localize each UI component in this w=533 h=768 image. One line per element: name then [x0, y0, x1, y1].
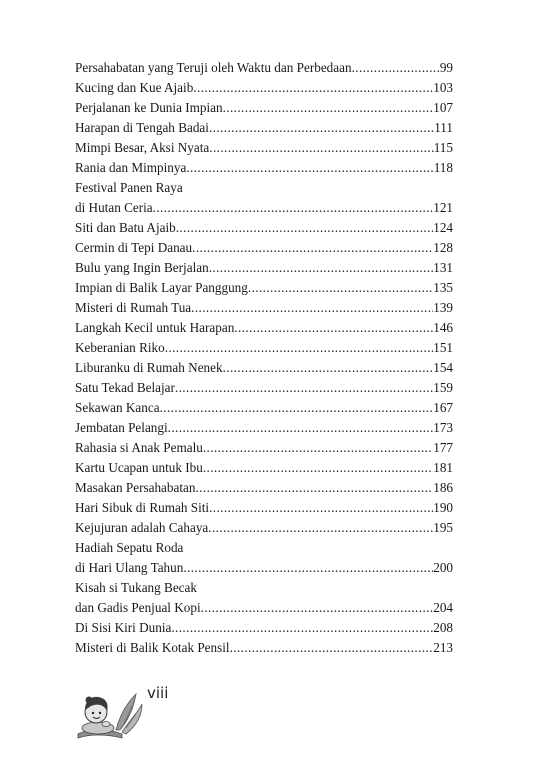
toc-entry-row — [75, 158, 453, 178]
toc-entry-row — [75, 478, 453, 498]
toc-entry-row — [75, 258, 453, 278]
toc-entry-title-line1: Kisah si Tukang Becak — [75, 580, 197, 595]
toc-entry-row — [75, 418, 453, 438]
toc-entry — [75, 438, 453, 458]
toc-entry-row — [75, 498, 453, 518]
toc-entry — [75, 178, 453, 218]
dot-leader — [183, 558, 433, 578]
toc-entry-row — [75, 138, 453, 158]
page-number: viii — [147, 684, 169, 702]
dot-leader — [223, 358, 434, 378]
toc-entry-title: Bulu yang Ingin Berjalan — [75, 260, 209, 275]
toc-entry-page-number: 200 — [433, 560, 453, 575]
dot-leader — [195, 478, 433, 498]
toc-entry-page-number: 167 — [433, 400, 453, 415]
toc-entry — [75, 498, 453, 518]
toc-entry-title: Cermin di Tepi Danau — [75, 240, 193, 255]
toc-entry-row — [75, 198, 453, 218]
toc-entry-row — [75, 458, 453, 478]
toc-entry-page-number: 121 — [433, 200, 453, 215]
dot-leader — [168, 418, 434, 438]
dot-leader — [209, 258, 434, 278]
toc-entry — [75, 318, 453, 338]
toc-entry-page-number: 131 — [433, 260, 453, 275]
toc-entry-page-number: 208 — [433, 620, 453, 635]
toc-entry-row — [75, 378, 453, 398]
toc-entry — [75, 418, 453, 438]
toc-entry — [75, 138, 453, 158]
toc-entry-row — [75, 98, 453, 118]
dot-leader — [153, 198, 434, 218]
toc-entry-title: Sekawan Kanca — [75, 400, 160, 415]
toc-entry-title: Misteri di Balik Kotak Pensil — [75, 640, 230, 655]
toc-entry-title: Jembatan Pelangi — [75, 420, 168, 435]
toc-entry-row — [75, 558, 453, 578]
toc-entry-row — [75, 518, 453, 538]
toc-entry-row — [75, 318, 453, 338]
toc-entry — [75, 398, 453, 418]
toc-entry — [75, 578, 453, 618]
dot-leader — [193, 78, 433, 98]
toc-entry — [75, 278, 453, 298]
dot-leader — [165, 338, 434, 358]
toc-entry-row — [75, 618, 453, 638]
dot-leader — [230, 638, 434, 658]
toc-entry-page-number: 124 — [433, 220, 453, 235]
toc-entry-title: dan Gadis Penjual Kopi — [75, 600, 201, 615]
dot-leader — [223, 98, 434, 118]
toc-entry-row — [75, 78, 453, 98]
toc-entry-page-number: 186 — [433, 480, 453, 495]
toc-entry-page-number: 204 — [433, 600, 453, 615]
toc-entry-page-number: 103 — [433, 80, 453, 95]
toc-entry-title: Liburanku di Rumah Nenek — [75, 360, 223, 375]
dot-leader — [201, 598, 434, 618]
toc-entry-title: Kartu Ucapan untuk Ibu — [75, 460, 203, 475]
toc-entry — [75, 458, 453, 478]
toc-entry-row — [75, 298, 453, 318]
toc-entry-page-number: 118 — [433, 160, 453, 175]
toc-entry-title: Rahasia si Anak Pemalu — [75, 440, 203, 455]
toc-entry-title: Kucing dan Kue Ajaib — [75, 80, 194, 95]
toc-entry — [75, 58, 453, 78]
toc-entry — [75, 238, 453, 258]
toc-entry-page-number: 111 — [434, 120, 453, 135]
dot-leader — [234, 318, 433, 338]
dot-leader — [209, 498, 433, 518]
toc-entry — [75, 218, 453, 238]
toc-entry-page-number: 173 — [433, 420, 453, 435]
toc-entry-page-number: 135 — [433, 280, 453, 295]
toc-entry-title: Hari Sibuk di Rumah Siti — [75, 500, 210, 515]
toc-entry-page-number: 181 — [433, 460, 453, 475]
toc-entry-page-number: 99 — [439, 60, 453, 75]
toc-entry-row — [75, 598, 453, 618]
toc-entry-title: Masakan Persahabatan — [75, 480, 196, 495]
toc-entry-page-number: 139 — [433, 300, 453, 315]
toc-entry-row — [75, 278, 453, 298]
toc-entry-row — [75, 218, 453, 238]
dot-leader — [186, 158, 433, 178]
toc-entry — [75, 298, 453, 318]
dot-leader — [192, 238, 433, 258]
dot-leader — [176, 218, 433, 238]
dot-leader — [160, 398, 434, 418]
dot-leader — [171, 618, 433, 638]
dot-leader — [352, 58, 440, 78]
toc-entry — [75, 478, 453, 498]
toc-entry-title-line1: Hadiah Sepatu Roda — [75, 540, 184, 555]
toc-entry-page-number: 190 — [433, 500, 453, 515]
toc-entry-title: Di Sisi Kiri Dunia — [75, 620, 172, 635]
toc-entry — [75, 338, 453, 358]
toc-entry-title: Kejujuran adalah Cahaya — [75, 520, 209, 535]
toc-entry-row — [75, 118, 453, 138]
toc-entry — [75, 378, 453, 398]
toc-entry-page-number: 115 — [433, 140, 453, 155]
toc-entry — [75, 518, 453, 538]
toc-entry-page-number: 159 — [433, 380, 453, 395]
toc-entry-row — [75, 398, 453, 418]
toc-entry-page-number: 151 — [433, 340, 453, 355]
toc-entry-page-number: 154 — [433, 360, 453, 375]
toc-entry-title: Rania dan Mimpinya — [75, 160, 187, 175]
toc-entry-title: Siti dan Batu Ajaib — [75, 220, 176, 235]
toc-entry — [75, 618, 453, 638]
toc-entry-row — [75, 58, 453, 78]
toc-entry — [75, 158, 453, 178]
toc-entry-title: Satu Tekad Belajar — [75, 380, 175, 395]
table-of-contents — [75, 58, 453, 658]
toc-entry-row — [75, 438, 453, 458]
child-reading-illustration-icon — [76, 684, 196, 740]
dot-leader — [209, 118, 434, 138]
toc-entry-page-number: 213 — [433, 640, 453, 655]
toc-entry-title-line1: Festival Panen Raya — [75, 180, 183, 195]
toc-entry — [75, 358, 453, 378]
toc-entry-page-number: 177 — [433, 440, 453, 455]
toc-entry — [75, 78, 453, 98]
toc-entry-page-number: 195 — [433, 520, 453, 535]
toc-entry-title: Impian di Balik Layar Panggung — [75, 280, 248, 295]
dot-leader — [203, 438, 433, 458]
toc-entry-row — [75, 238, 453, 258]
toc-entry-title: di Hutan Ceria — [75, 200, 153, 215]
toc-entry-page-number: 107 — [433, 100, 453, 115]
dot-leader — [209, 138, 433, 158]
toc-entry-title: Harapan di Tengah Badai — [75, 120, 209, 135]
toc-entry-title: Mimpi Besar, Aksi Nyata — [75, 140, 210, 155]
toc-entry-row — [75, 338, 453, 358]
toc-entry-page-number: 146 — [433, 320, 453, 335]
toc-entry-title: Langkah Kecil untuk Harapan — [75, 320, 235, 335]
toc-entry — [75, 258, 453, 278]
dot-leader — [175, 378, 433, 398]
toc-entry-row — [75, 358, 453, 378]
toc-entry-title: Misteri di Rumah Tua — [75, 300, 192, 315]
toc-entry — [75, 118, 453, 138]
toc-entry-title: Keberanian Riko — [75, 340, 165, 355]
toc-entry-title: Perjalanan ke Dunia Impian — [75, 100, 223, 115]
dot-leader — [203, 458, 433, 478]
toc-entry-title: di Hari Ulang Tahun — [75, 560, 184, 575]
toc-entry-page-number: 128 — [433, 240, 453, 255]
toc-entry — [75, 538, 453, 578]
dot-leader — [208, 518, 433, 538]
toc-entry — [75, 98, 453, 118]
dot-leader — [191, 298, 433, 318]
toc-entry-row — [75, 638, 453, 658]
dot-leader — [248, 278, 433, 298]
toc-entry-title: Persahabatan yang Teruji oleh Waktu dan Perbedaan — [75, 60, 352, 75]
toc-entry — [75, 638, 453, 658]
